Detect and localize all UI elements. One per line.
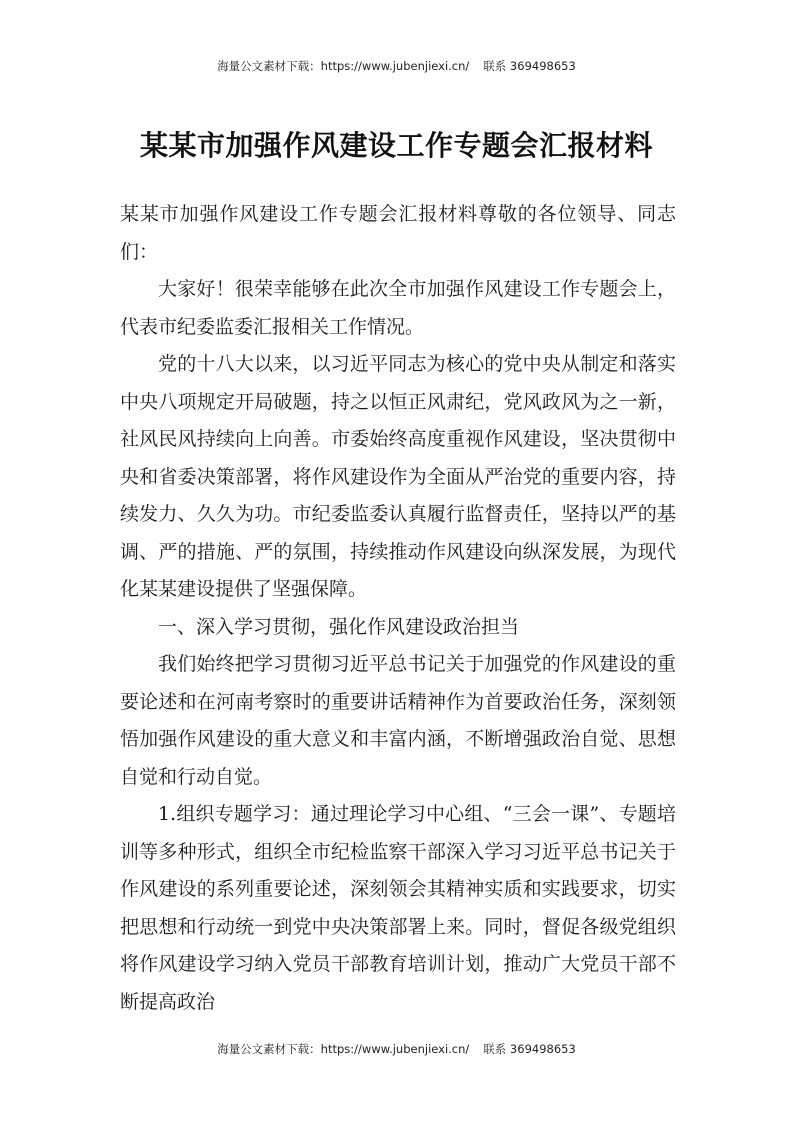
section-heading-1: 一、深入学习贯彻，强化作风建设政治担当 bbox=[158, 615, 520, 638]
header-site-label: 海量公文素材下载：https://www.jubenjiexi.cn/ bbox=[217, 59, 470, 73]
page-footer bbox=[0, 1041, 793, 1057]
paragraph-greeting: 大家好！很荣幸能够在此次全市加强作风建设工作专题会上，代表市纪委监委汇报相关工作情况。 bbox=[120, 278, 676, 338]
paragraph-section-1-intro: 我们始终把学习贯彻习近平总书记关于加强党的作风建设的重要论述和在河南考察时的重要讲话精神作为首要政治任务，深刻领悟加强作风建设的重大意义和丰富内涵，不断增强政治自觉、思想自觉和行动自觉。 bbox=[120, 653, 676, 788]
document-body bbox=[120, 196, 676, 1021]
paragraph-background: 党的十八大以来，以习近平同志为核心的党中央从制定和落实中央八项规定开局破题，持之以恒正风肃纪，党风政风为之一新，社风民风持续向上向善。市委始终高度重视作风建设，坚决贯彻中央和省委决策部署，将作风建设作为全面从严治党的重要内容，持续发力、久久为功。市纪委监委认真履行监督责任，坚持以严的基调、严的措施、严的氛围，持续推动作风建设向纵深发展，为现代化某某建设提供了坚强保障。 bbox=[120, 353, 676, 600]
paragraph-salutation: 某某市加强作风建设工作专题会汇报材料尊敬的各位领导、同志们： bbox=[120, 203, 676, 263]
footer-site-label: 海量公文素材下载：https://www.jubenjiexi.cn/ bbox=[217, 1042, 470, 1056]
paragraph-item-1: 1.组织专题学习：通过理论学习中心组、“三会一课”、专题培训等多种形式，组织全市纪检监察干部深入学习习近平总书记关于作风建设的系列重要论述，深刻领会其精神实质和实践要求，切实把思想和行动统一到党中央决策部署上来。同时，督促各级党组织将作风建设学习纳入党员干部教育培训计划，推动广大党员干部不断提高政治 bbox=[120, 803, 676, 1013]
footer-contact-label: 联系 369498653 bbox=[483, 1042, 576, 1056]
header-contact-label: 联系 369498653 bbox=[483, 59, 576, 73]
page-header bbox=[0, 58, 793, 74]
document-title: 某某市加强作风建设工作专题会汇报材料 bbox=[139, 129, 653, 162]
